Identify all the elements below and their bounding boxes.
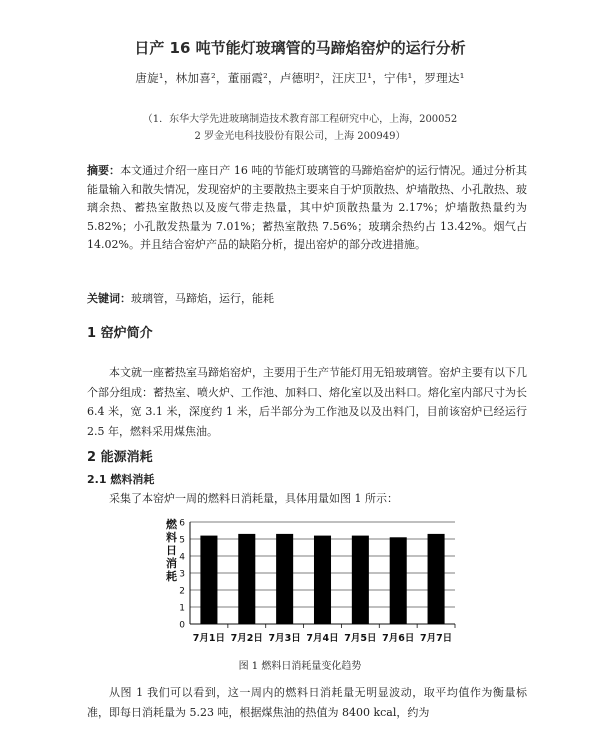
section-1-heading: 1 窑炉简介 [87, 326, 153, 341]
keywords [87, 290, 274, 306]
bar [352, 536, 369, 624]
subsection-2-1-body: 采集了本窑炉一周的燃料日消耗量，具体用量如图 1 所示： [109, 492, 398, 505]
section-2-heading: 2 能源消耗 [87, 450, 153, 465]
paper-title: 日产 16 吨节能灯玻璃管的马蹄焰窑炉的运行分析 [134, 39, 466, 57]
abstract-text: 本文通过介绍一座日产 16 吨的节能灯玻璃管的马蹄焰窑炉的运行情况。通过分析其能量输入和散失情况，发现窑炉的主要散热主要来自于炉顶散热、炉墙散热、小孔散热、玻璃余热、蓄热室散热以及废气带走热量，其中炉顶散热量为 2.17%；炉墙散热量约为 5.82%；小孔散发热量为 7.01%；蓄热室散热 7.56%；玻璃余热约占 13.42%。烟气占 14.02%。并且结合窑炉产品的缺陷分析，提出窑炉的部分改进措施。 [87, 164, 527, 252]
bar [390, 537, 407, 624]
x-tick-label: 7月6日 [382, 633, 415, 644]
x-tick-label: 7月3日 [268, 633, 301, 644]
section-1-body: 本文就一座蓄热室马蹄焰窑炉，主要用于生产节能灯用无铅玻璃管。窑炉主要有以下几个部分组成：蓄热室、喷火炉、工作池、加料口、熔化室以及出料口。熔化室内部尺寸为长 6.4 米，宽 3.1 米，深度约 1 米，后半部分为工作池及以及出料门，目前该窑炉已经运行 2.5 年，燃料采用煤焦油。 [87, 366, 527, 438]
bar [200, 536, 217, 624]
affiliation-1: （1．东华大学先进玻璃制造技术教育部工程研究中心，上海，200052 [142, 114, 458, 125]
y-axis-label: 燃料日消耗 [166, 518, 177, 583]
abstract [87, 162, 527, 255]
analysis-paragraph: 从图 1 我们可以看到，这一周内的燃料日消耗量无明显波动，取平均值作为衡量标准，即每日消耗量为 5.23 吨，根据煤焦油的热值为 8400 kcal，约为 [87, 686, 527, 719]
x-tick-label: 7月7日 [419, 633, 453, 644]
y-tick-label: 2 [179, 586, 185, 597]
x-tick-label: 7月5日 [344, 633, 377, 644]
bar [428, 534, 445, 624]
figure-caption: 图 1 燃料日消耗量变化趋势 [238, 661, 362, 672]
subsection-2-1-heading: 2.1 燃料消耗 [87, 473, 155, 486]
y-tick-label: 0 [179, 620, 185, 631]
y-tick-label: 5 [179, 535, 185, 546]
bar [238, 534, 255, 624]
y-tick-label: 4 [179, 552, 185, 563]
y-tick-label: 3 [179, 569, 185, 580]
affiliation-2: 2 罗金光电科技股份有限公司，上海 200949） [194, 131, 406, 142]
keywords-label: 关键词： [87, 292, 131, 305]
y-tick-label: 6 [179, 518, 185, 529]
x-tick-label: 7月2日 [230, 633, 263, 644]
bar [276, 534, 293, 624]
abstract-label: 摘要： [87, 164, 121, 177]
bar [314, 536, 331, 624]
x-tick-label: 7月4日 [306, 633, 339, 644]
author-list: 唐旋¹，林加喜²，董丽霞²，卢德明²，汪庆卫¹，宁伟¹，罗理达¹ [135, 71, 465, 85]
x-tick-label: 7月1日 [192, 633, 226, 644]
keywords-text: 玻璃管，马蹄焰，运行，能耗 [131, 292, 274, 305]
y-tick-label: 1 [179, 603, 185, 614]
fuel-consumption-chart [150, 510, 470, 650]
